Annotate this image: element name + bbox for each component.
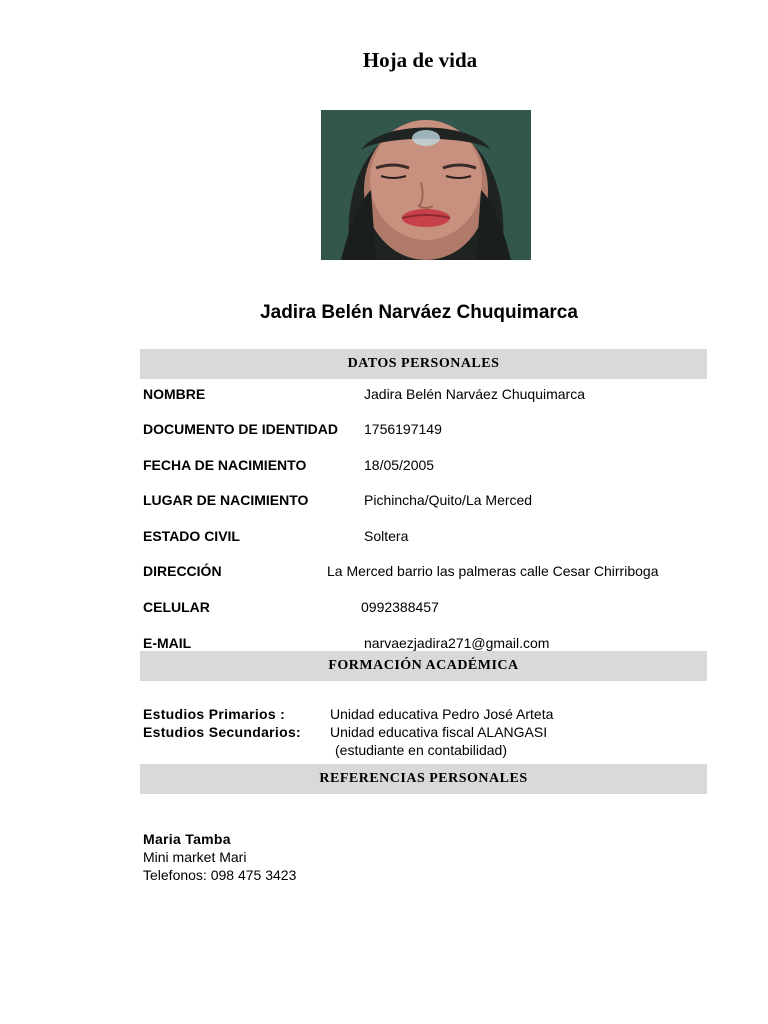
label-email: E-MAIL <box>143 635 192 651</box>
section-header-personal: DATOS PERSONALES <box>140 349 707 379</box>
reference-company: Mini market Mari <box>143 849 247 865</box>
value-direccion: La Merced barrio las palmeras calle Cesar Chirriboga <box>327 563 659 579</box>
label-fecha-nacimiento: FECHA DE NACIMIENTO <box>143 457 307 473</box>
label-direccion: DIRECCIÓN <box>143 563 222 579</box>
section-header-references: REFERENCIAS PERSONALES <box>140 764 707 794</box>
label-lugar-nacimiento: LUGAR DE NACIMIENTO <box>143 492 309 508</box>
profile-photo-illustration <box>321 110 531 260</box>
value-estado-civil: Soltera <box>364 528 409 544</box>
label-estudios-primarios: Estudios Primarios : <box>143 706 286 722</box>
value-estudios-secundarios: Unidad educativa fiscal ALANGASI <box>330 724 548 740</box>
section-header-education: FORMACIÓN ACADÉMICA <box>140 651 707 681</box>
value-lugar-nacimiento: Pichincha/Quito/La Merced <box>364 492 533 508</box>
reference-phone: Telefonos: 098 475 3423 <box>143 867 297 883</box>
label-celular: CELULAR <box>143 599 210 615</box>
value-nombre: Jadira Belén Narváez Chuquimarca <box>364 386 585 402</box>
value-fecha-nacimiento: 18/05/2005 <box>364 457 435 473</box>
document-title: Hoja de vida <box>362 48 478 72</box>
value-celular: 0992388457 <box>361 599 439 615</box>
candidate-name: Jadira Belén Narváez Chuquimarca <box>260 302 578 323</box>
label-nombre: NOMBRE <box>143 386 206 402</box>
profile-photo <box>321 110 531 260</box>
reference-name: Maria Tamba <box>143 831 231 847</box>
note-estudios-secundarios: (estudiante en contabilidad) <box>335 742 508 758</box>
label-documento: DOCUMENTO DE IDENTIDAD <box>143 421 338 437</box>
label-estudios-secundarios: Estudios Secundarios: <box>143 724 301 740</box>
value-estudios-primarios: Unidad educativa Pedro José Arteta <box>330 706 554 722</box>
value-email: narvaezjadira271@gmail.com <box>364 635 550 651</box>
value-documento: 1756197149 <box>364 421 442 437</box>
label-estado-civil: ESTADO CIVIL <box>143 528 240 544</box>
